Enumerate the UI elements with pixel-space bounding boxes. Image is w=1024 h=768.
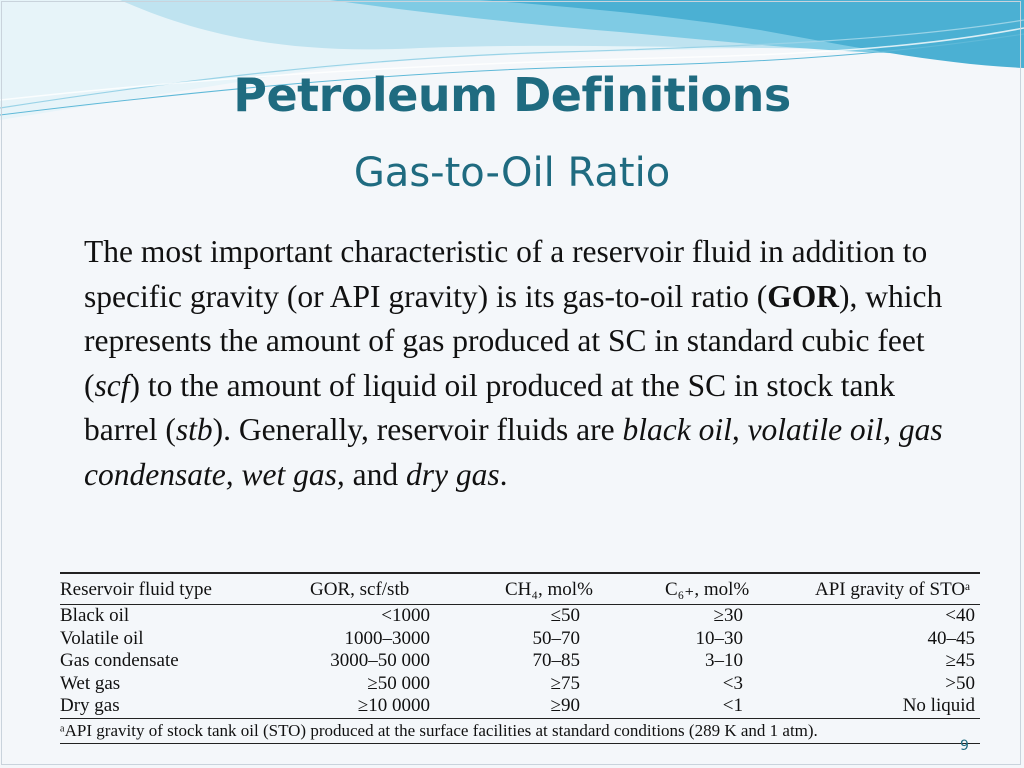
cell-c6plus: <3 — [722, 672, 743, 694]
table-header-row — [60, 573, 980, 605]
cell-ch4: 70–85 — [532, 650, 580, 671]
body-text-part: ). Generally, reservoir fluids are — [212, 412, 623, 447]
table-row — [60, 650, 980, 673]
cell-c6plus: <1 — [722, 695, 743, 716]
gor-term: GOR — [767, 278, 839, 314]
page-subtitle: Gas-to-Oil Ratio — [353, 150, 671, 196]
cell-fluid-type: Volatile oil — [60, 627, 144, 649]
table-row — [60, 673, 980, 696]
col-header-api: API gravity of STOᵃ — [815, 573, 980, 605]
cell-ch4: ≥90 — [550, 695, 580, 716]
page-number: 9 — [960, 738, 969, 754]
cell-fluid-type: Wet gas — [60, 672, 121, 694]
fluid-types-list: black oil, volatile oil, gas condensate, wet gas, — [84, 412, 943, 492]
cell-gor: ≥50 000 — [367, 672, 430, 694]
page-title: Petroleum Definitions — [233, 68, 791, 122]
cell-ch4: 50–70 — [532, 627, 580, 649]
fluid-properties-table — [60, 572, 980, 744]
table-row — [60, 605, 980, 628]
col-header-fluid-type: Reservoir fluid type — [60, 573, 310, 605]
cell-api: ≥45 — [945, 650, 975, 671]
body-text-part: ), which represents the amount of gas produced at SC in standard cubic feet ( — [84, 278, 943, 403]
table-row — [60, 628, 980, 651]
table-row — [60, 695, 980, 718]
col-header-c6plus: C₆₊, mol% — [665, 573, 815, 605]
table-footnote: ᵃAPI gravity of stock tank oil (STO) produced at the surface facilities at standard conditions (289 K and 1 atm). — [60, 721, 980, 744]
cell-gor: <1000 — [381, 605, 430, 626]
dry-gas-term: dry gas — [405, 456, 500, 492]
cell-ch4: ≤50 — [550, 605, 580, 626]
cell-api: >50 — [945, 672, 975, 694]
cell-gor: ≥10 0000 — [357, 695, 430, 716]
scf-term: scf — [94, 367, 130, 403]
cell-ch4: ≥75 — [550, 672, 580, 694]
cell-fluid-type: Dry gas — [60, 695, 310, 718]
cell-api: <40 — [945, 605, 975, 626]
cell-c6plus: ≥30 — [713, 605, 743, 626]
cell-fluid-type: Black oil — [60, 605, 130, 626]
body-text-part: The most important characteristic of a reservoir fluid in addition to specific gravity (or API gravity) is its gas-to-oil ratio ( — [84, 234, 928, 314]
cell-api: No liquid — [902, 695, 975, 716]
cell-fluid-type: Gas condensate — [60, 650, 179, 671]
col-header-ch4: CH₄, mol% — [505, 573, 665, 605]
cell-gor: 1000–3000 — [344, 627, 430, 649]
body-paragraph — [84, 230, 964, 497]
cell-c6plus: 3–10 — [705, 650, 743, 671]
stb-term: stb — [175, 412, 213, 447]
body-text-part: and — [344, 456, 406, 492]
cell-gor: 3000–50 000 — [330, 650, 430, 671]
cell-c6plus: 10–30 — [695, 627, 743, 649]
cell-api: 40–45 — [927, 627, 975, 649]
body-text-part: . — [499, 456, 508, 492]
body-text-part: ) to the amount of liquid oil produced at the SC in stock tank barrel ( — [84, 367, 896, 447]
col-header-gor: GOR, scf/stb — [310, 573, 505, 605]
